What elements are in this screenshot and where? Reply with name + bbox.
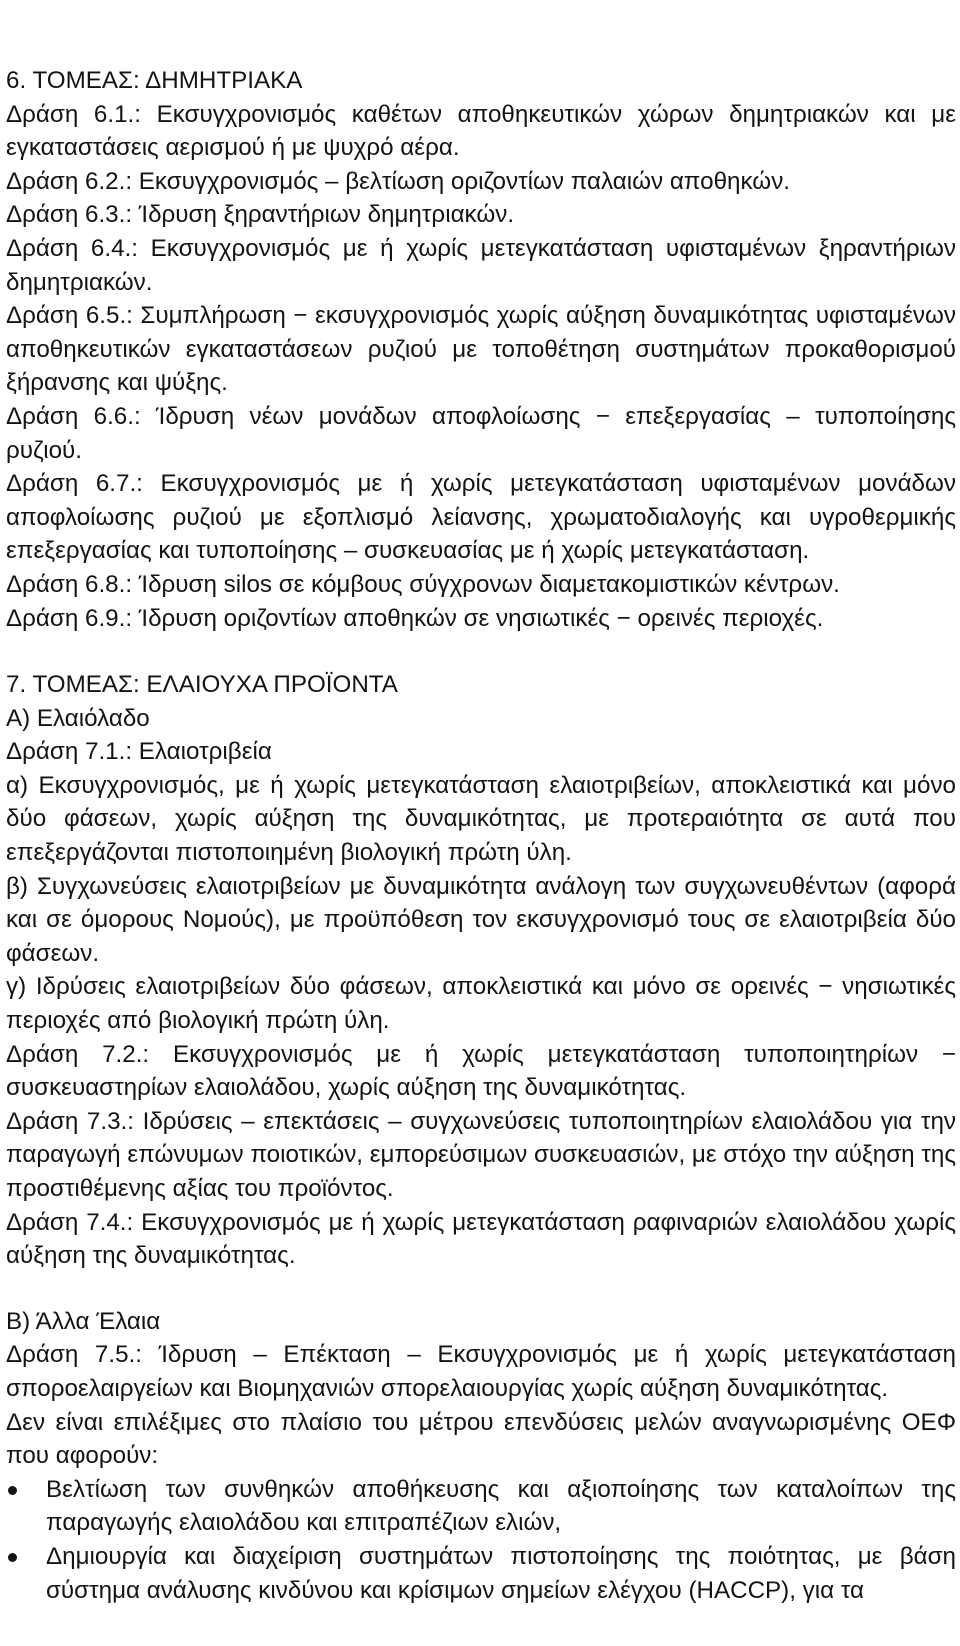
section-spacer: [6, 635, 956, 668]
not-eligible-intro: Δεν είναι επιλέξιμες στο πλαίσιο του μέτρου επενδύσεις μελών αναγνωρισμένης ΟΕΦ που αφορούν:: [6, 1408, 956, 1470]
action-7-1-item-a: α) Εκσυγχρονισμός, με ή χωρίς μετεγκατάσταση ελαιοτριβείων, αποκλειστικά και μόνο δύο φάσεων, χωρίς αύξηση της δυναμικότητας, με προτεραιότητα σε αυτά που επεξεργάζονται πιστοποιημένη βιολογική πρώτη ύλη.: [6, 771, 956, 867]
action-6-1: Δράση 6.1.: Εκσυγχρονισμός καθέτων αποθηκευτικών χώρων δημητριακών και με εγκαταστάσεις αερισμού ή με ψυχρό αέρα.: [6, 100, 956, 162]
section-6-heading: 6. ΤΟΜΕΑΣ: ΔΗΜΗΤΡΙΑΚΑ: [6, 67, 303, 94]
action-6-6: Δράση 6.6.: Ίδρυση νέων μονάδων αποφλοίωσης − επεξεργασίας – τυποποίησης ρυζιού.: [6, 402, 956, 464]
action-6-4: Δράση 6.4.: Εκσυγχρονισμός με ή χωρίς μετεγκατάσταση υφισταμένων ξηραντήριων δημητριακών.: [6, 234, 956, 296]
bullet-icon: [8, 1486, 17, 1495]
list-item: [6, 1540, 956, 1607]
action-7-5: Δράση 7.5.: Ίδρυση – Επέκταση – Εκσυγχρονισμός με ή χωρίς μετεγκατάσταση σποροελαιργείων και Βιομηχανιών σπορελαιουργίας χωρίς αύξηση δυναμικότητας.: [6, 1341, 956, 1402]
action-6-2: Δράση 6.2.: Εκσυγχρονισμός – βελτίωση οριζοντίων παλαιών αποθηκών.: [6, 167, 791, 195]
action-6-7: Δράση 6.7.: Εκσυγχρονισμός με ή χωρίς μετεγκατάσταση υφισταμένων μονάδων αποφλοίωσης ρυζιού με εξοπλισμό λείανσης, χρωματοδιαλογής και υγροθερμικής επεξεργασίας και τυποποίησης – συσκευασίας με ή χωρίς μετεγκατάσταση.: [6, 470, 956, 565]
not-eligible-list: [6, 1473, 956, 1607]
subheading-olive-oil: Α) Ελαιόλαδο: [6, 704, 150, 732]
section-7-heading: 7. ΤΟΜΕΑΣ: ΕΛΑΙΟΥΧΑ ΠΡΟΪΟΝΤΑ: [6, 671, 398, 699]
action-6-3: Δράση 6.3.: Ίδρυση ξηραντήριων δημητριακών.: [6, 201, 515, 229]
action-6-5: Δράση 6.5.: Συμπλήρωση − εκσυγχρονισμός χωρίς αύξηση δυναμικότητας υφισταμένων αποθηκευτικών εγκαταστάσεων ρυζιού με τοποθέτηση συστημάτων προκαθορισμού ξήρανσης και ψύξης.: [6, 302, 956, 397]
action-7-1-item-c: γ) Ιδρύσεις ελαιοτριβείων δύο φάσεων, αποκλειστικά και μόνο σε ορεινές − νησιωτικές περιοχές από βιολογική πρώτη ύλη.: [6, 973, 956, 1035]
action-6-9: Δράση 6.9.: Ίδρυση οριζοντίων αποθηκών σε νησιωτικές − ορεινές περιοχές.: [6, 604, 824, 632]
action-7-1-item-b: β) Συγχωνεύσεις ελαιοτριβείων με δυναμικότητα ανάλογη των συγχωνευθέντων (αφορά και σε όμορους Νομούς), με προϋπόθεση τον εκσυγχρονισμό τους σε ελαιοτριβεία δύο φάσεων.: [6, 872, 956, 967]
subheading-other-oils: Β) Άλλα Έλαια: [6, 1307, 161, 1335]
action-7-1-title: Δράση 7.1.: Ελαιοτριβεία: [6, 738, 272, 766]
action-6-8: Δράση 6.8.: Ίδρυση silos σε κόμβους σύγχρονων διαμετακομιστικών κέντρων.: [6, 570, 840, 598]
list-item-text: Δημιουργία και διαχείριση συστημάτων πιστοποίησης της ποιότητας, με βάση σύστημα ανάλυσης κινδύνου και κρίσιμων σημείων ελέγχου (HACCP), για τα: [46, 1542, 956, 1604]
action-7-4: Δράση 7.4.: Εκσυγχρονισμός με ή χωρίς μετεγκατάσταση ραφιναριών ελαιολάδου χωρίς αύξηση της δυναμικότητας.: [6, 1208, 956, 1270]
action-7-2: Δράση 7.2.: Εκσυγχρονισμός με ή χωρίς μετεγκατάσταση τυποποιητηρίων − συσκευαστηρίων ελαιολάδου, χωρίς αύξηση της δυναμικότητας.: [6, 1040, 956, 1102]
subsection-spacer: [6, 1273, 956, 1305]
document-page: [6, 64, 956, 1607]
bullet-icon: [8, 1553, 17, 1562]
list-item-text: Βελτίωση των συνθηκών αποθήκευσης και αξιοποίησης των καταλοίπων της παραγωγής ελαιολάδου και επιτραπέζιων ελιών,: [46, 1475, 956, 1537]
list-item: [6, 1473, 956, 1540]
action-7-3: Δράση 7.3.: Ιδρύσεις – επεκτάσεις – συγχωνεύσεις τυποποιητηρίων ελαιολάδου για την παραγωγή επώνυμων ποιοτικών, εμπορεύσιμων συσκευασιών, με στόχο την αύξηση της προστιθέμενης αξίας του προϊόντος.: [6, 1107, 956, 1202]
